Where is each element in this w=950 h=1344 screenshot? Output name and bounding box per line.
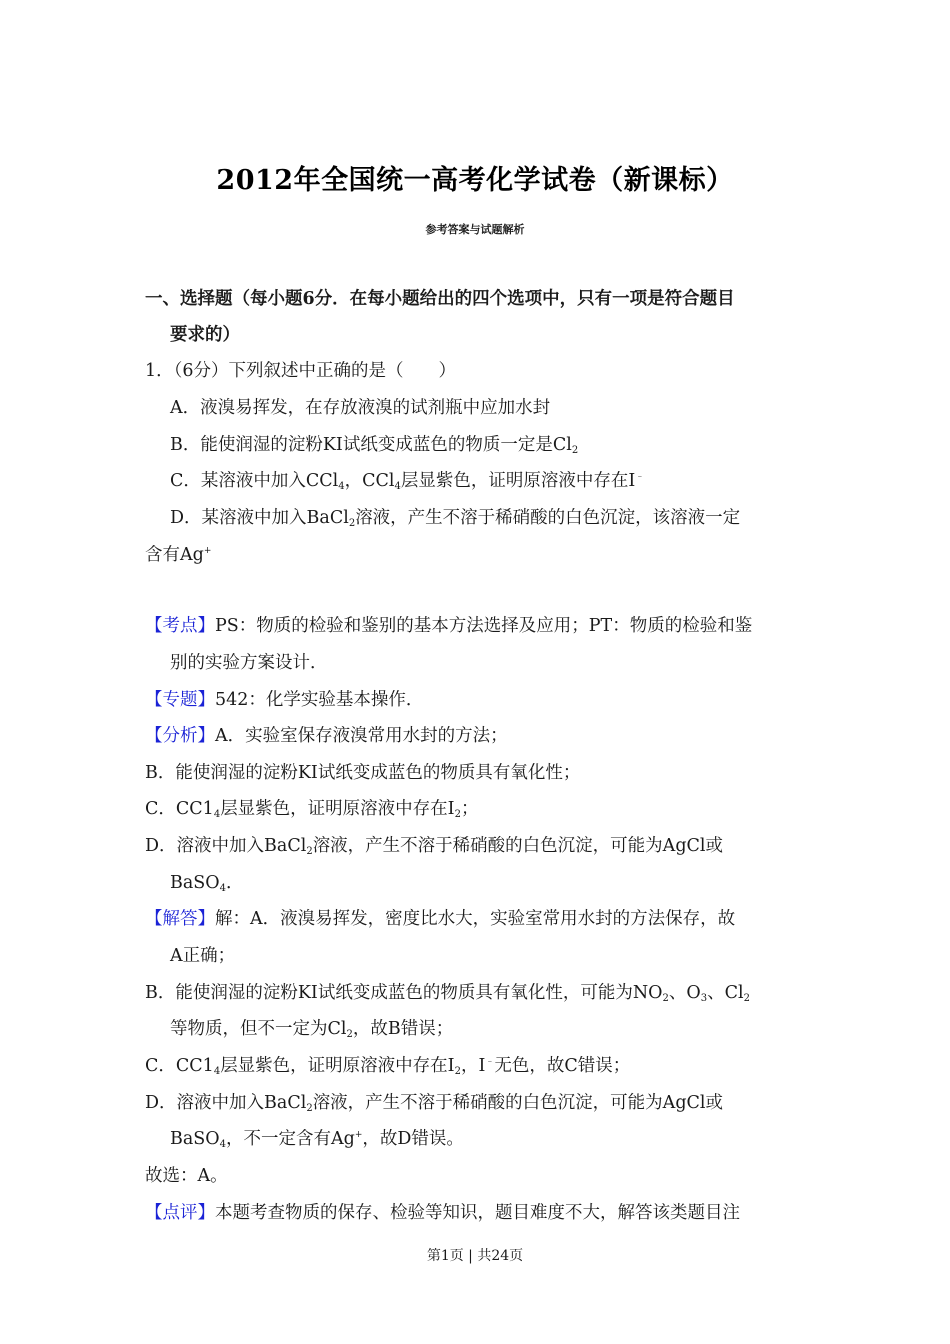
option-d: D．某溶液中加入BaCl$_2$溶液，产生不溶于稀硝酸的白色沉淀，该溶液一定 [170,508,741,529]
zhuanti-tag: 【专题】 [145,690,215,710]
option-c: C．某溶液中加入CCl$_4$，CCl$_4$层显紫色，证明原溶液中存在I﹣ [170,471,645,492]
jieda-d: D．溶液中加入BaCl$_2$溶液，产生不溶于稀硝酸的白色沉淀，可能为AgCl或 [145,1093,724,1114]
dianping-section: 【点评】本题考查物质的保存、检验等知识，题目难度不大，解答该类题目注 [145,1203,740,1223]
dianping-tag: 【点评】 [145,1203,215,1223]
kaodian-tag: 【考点】 [145,616,215,636]
fenxi-c: C．$CC1_4$层显紫色，证明原溶液中存在$I_2$； [145,799,479,820]
jieda-a-cont: A正确； [170,946,236,966]
option-d-cont: 含有Ag+ [145,545,212,565]
jieda-section: 【解答】解：A．液溴易挥发，密度比水大，实验室常用水封的方法保存，故 [145,909,736,929]
page-footer: 第1页 | 共24页 [426,1248,524,1264]
kaodian-section: 【考点】PS：物质的检验和鉴别的基本方法选择及应用；PT：物质的检验和鉴 [145,616,753,636]
page-subtitle: 参考答案与试题解析 [425,223,525,236]
fenxi-section: 【分析】A．实验室保存液溴常用水封的方法； [145,726,508,746]
fenxi-d-cont: BaSO$_4$． [170,873,244,894]
jieda-tag: 【解答】 [145,909,215,929]
option-a: A．液溴易挥发，在存放液溴的试剂瓶中应加水封 [170,398,551,418]
section-heading: 一、选择题（每小题6分．在每小题给出的四个选项中，只有一项是符合题目 [145,289,735,309]
jieda-b: B．能使润湿的淀粉KI试纸变成蓝色的物质具有氧化性，可能为$NO_2$、$O_3$、$Cl_2$ [145,983,750,1004]
option-b: B．能使润湿的淀粉KI试纸变成蓝色的物质一定是$Cl_2$ [170,435,579,456]
fenxi-b: B．能使润湿的淀粉KI试纸变成蓝色的物质具有氧化性； [145,763,581,783]
zhuanti-section: 【专题】542：化学实验基本操作． [145,690,424,710]
kaodian-cont: 别的实验方案设计． [170,653,328,673]
jieda-c: C．$CC1_4$层显紫色，证明原溶液中存在$I_2$，I﹣无色，故C错误； [145,1056,631,1077]
section-heading-cont: 要求的） [170,325,240,345]
jieda-b-cont: 等物质，但不一定为$Cl_2$，故B错误； [170,1019,454,1040]
question-stem: 1．（6分）下列叙述中正确的是（ ） [145,361,457,381]
fenxi-d: D．溶液中加入BaCl$_2$溶液，产生不溶于稀硝酸的白色沉淀，可能为AgCl或 [145,836,724,857]
fenxi-tag: 【分析】 [145,726,215,746]
page-title: 2012年全国统一高考化学试卷（新课标） [216,165,734,196]
jieda-d-cont: BaSO$_4$，不一定含有Ag+，故D错误。 [170,1129,464,1150]
answer-line: 故选：A。 [145,1166,228,1186]
